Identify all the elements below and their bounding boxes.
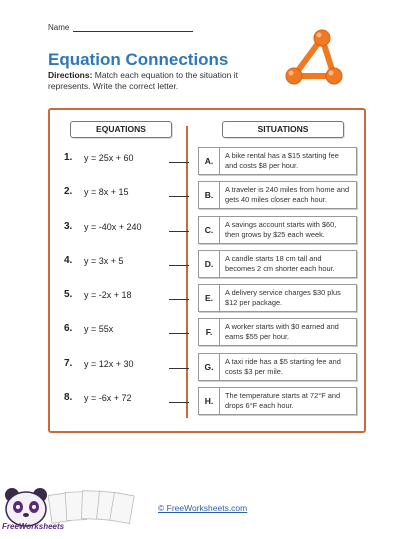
equation-expression: y = -2x + 18: [84, 289, 132, 300]
equation-item: [64, 152, 189, 163]
equation-number: 5.: [64, 289, 73, 300]
equations-header: EQUATIONS: [70, 121, 172, 138]
equation-expression: y = 3x + 5: [84, 255, 124, 266]
answer-blank[interactable]: [169, 264, 189, 266]
answer-blank[interactable]: [169, 401, 189, 403]
situation-letter: E.: [199, 285, 220, 311]
equation-expression: y = -40x + 240: [84, 221, 142, 232]
answer-blank[interactable]: [169, 367, 189, 369]
situation-card: [198, 216, 357, 244]
brand-logo: FreeWorksheets: [2, 522, 65, 531]
situation-card: [198, 181, 357, 209]
equation-number: 3.: [64, 221, 73, 232]
equation-expression: y = -6x + 72: [84, 392, 132, 403]
situation-letter: G.: [199, 354, 220, 380]
directions-label: Directions:: [48, 70, 93, 80]
equation-item: [64, 221, 189, 232]
situation-text: A traveler is 240 miles from home and gets 40 miles closer each hour.: [225, 185, 350, 204]
equation-number: 2.: [64, 186, 73, 197]
equation-expression: y = 25x + 60: [84, 152, 134, 163]
situation-letter: F.: [199, 319, 220, 345]
answer-blank[interactable]: [169, 161, 189, 163]
equation-item: [64, 255, 189, 266]
page-title: Equation Connections: [48, 50, 229, 69]
situation-letter: A.: [199, 148, 220, 174]
equation-expression: y = 8x + 15: [84, 186, 129, 197]
situation-card: [198, 147, 357, 175]
triangle-connections-icon: [282, 28, 346, 88]
column-divider: [186, 126, 188, 418]
equation-number: 4.: [64, 255, 73, 266]
answer-blank[interactable]: [169, 298, 189, 300]
answer-blank[interactable]: [169, 332, 189, 334]
name-field[interactable]: [73, 23, 193, 32]
equation-item: [64, 289, 189, 300]
situations-header: SITUATIONS: [222, 121, 344, 138]
equation-number: 1.: [64, 152, 73, 163]
equation-item: [64, 392, 189, 403]
situation-text: A bike rental has a $15 starting fee and costs $8 per hour.: [225, 151, 339, 170]
equation-number: 7.: [64, 358, 73, 369]
situation-text: A delivery service charges $30 plus $12 per package.: [225, 288, 341, 307]
situation-text: A candle starts 18 cm tall and becomes 2 cm shorter each hour.: [225, 254, 335, 273]
equation-number: 6.: [64, 323, 73, 334]
equation-item: [64, 186, 189, 197]
footer-link[interactable]: © FreeWorksheets.com: [158, 503, 248, 513]
situation-letter: H.: [199, 388, 220, 414]
equation-item: [64, 358, 189, 369]
situation-letter: C.: [199, 217, 220, 243]
situation-letter: D.: [199, 251, 220, 277]
equation-expression: y = 55x: [84, 323, 114, 334]
situation-text: A worker starts with $0 earned and earns $55 per hour.: [225, 322, 339, 341]
situation-card: [198, 284, 357, 312]
directions: [48, 70, 278, 92]
situation-text: A taxi ride has a $5 starting fee and costs $3 per mile.: [225, 357, 341, 376]
answer-blank[interactable]: [169, 195, 189, 197]
equation-number: 8.: [64, 392, 73, 403]
equation-expression: y = 12x + 30: [84, 358, 134, 369]
equation-item: [64, 323, 189, 334]
situation-card: [198, 318, 357, 346]
directions-text: Match each equation to the situation it represents. Write the correct letter.: [48, 70, 238, 91]
situation-text: The temperature starts at 72°F and drops 6°F each hour.: [225, 391, 341, 410]
situation-card: [198, 250, 357, 278]
situation-letter: B.: [199, 182, 220, 208]
name-row: [48, 23, 193, 32]
situation-text: A savings account starts with $60, then grows by $25 each week.: [225, 220, 337, 239]
name-label: Name: [48, 23, 70, 32]
situation-card: [198, 387, 357, 415]
situation-card: [198, 353, 357, 381]
answer-blank[interactable]: [169, 230, 189, 232]
